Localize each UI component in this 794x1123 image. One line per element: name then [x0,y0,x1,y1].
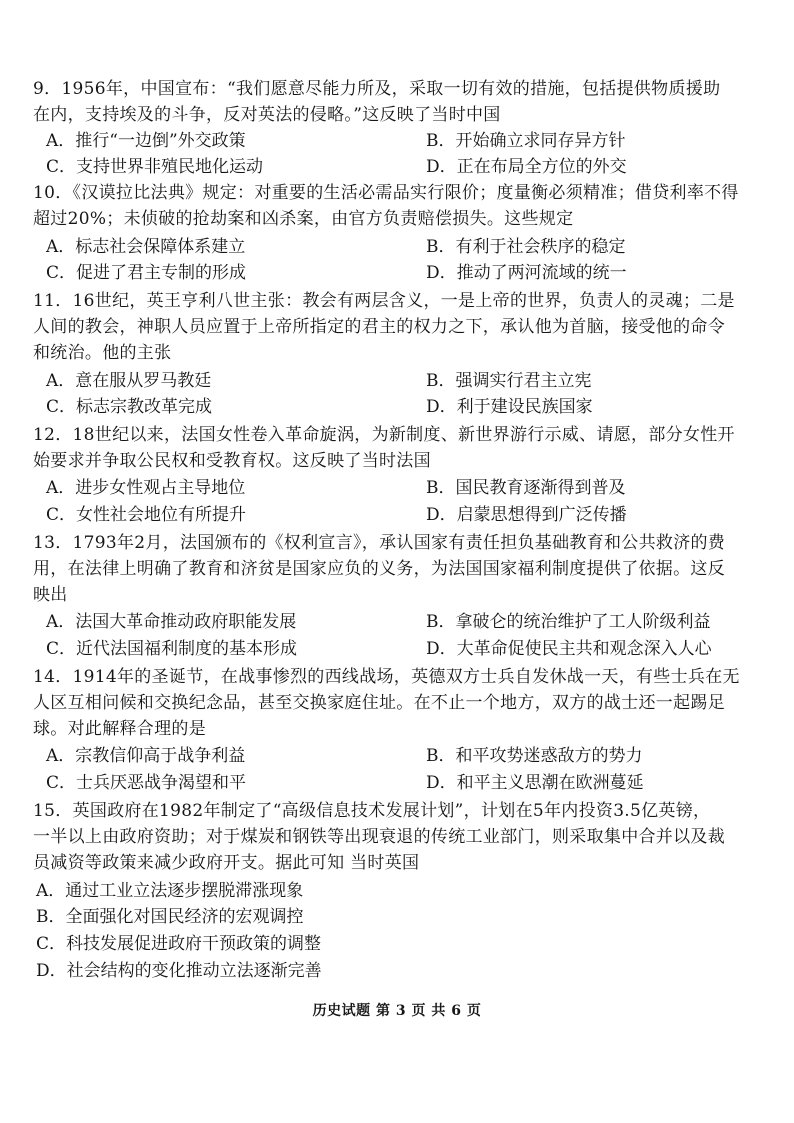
page-footer: 历史试题 第 3 页 共 6 页 [312,1003,482,1019]
question-11-option-d: D．利于建设民族国家 [426,397,593,417]
question-10-option-a: A．标志社会保障体系建立 [46,237,246,257]
question-13-option-d: D．大革命促使民主共和观念深入人心 [426,639,712,659]
question-10-option-c: C．促进了君主专制的形成 [46,263,247,283]
question-11-stem-line-2: 人间的教会，神职人员应置于上帝所指定的君主的权力之下，承认他为首脑，接受他的命令 [33,317,725,337]
question-15-stem-line-3: 员减资等政策来减少政府开支。据此可知 当时英国 [33,853,420,873]
question-10-option-d: D．推动了两河流域的统一 [426,263,627,283]
question-14-option-d: D．和平主义思潮在欧洲蔓延 [426,773,644,793]
question-12-option-a: A．进步女性观占主导地位 [46,478,246,498]
question-11-option-c: C．标志宗教改革完成 [46,397,213,417]
question-11-option-a: A．意在服从罗马教廷 [46,371,212,391]
question-13-stem-line-3: 映出 [33,585,68,605]
question-12-stem-line-1: 12．18世纪以来，法国女性卷入革命旋涡，为新制度、新世界游行示威、请愿，部分女性开 [33,425,735,445]
question-15-option-c: C．科技发展促进政府干预政策的调整 [36,934,322,954]
question-13-option-b: B．拿破仑的统治维护了工人阶级利益 [426,612,711,632]
question-14-stem-line-1: 14．1914年的圣诞节，在战事惨烈的西线战场，英德双方士兵自发休战一天，有些士兵在无 [33,667,740,687]
question-15-option-a: A．通过工业立法逐步摆脱滞涨现象 [36,881,304,901]
question-14-stem-line-3: 球。对此解释合理的是 [33,719,206,739]
question-9-option-d: D．正在布局全方位的外交 [426,157,627,177]
question-9-option-b: B．开始确立求同存异方针 [426,131,626,151]
question-12-option-c: C．女性社会地位有所提升 [46,505,247,525]
question-15-stem-line-2: 一半以上由政府资助；对于煤炭和钢铁等出现衰退的传统工业部门，则采取集中合并以及裁 [33,827,725,847]
question-15-option-d: D．社会结构的变化推动立法逐渐完善 [36,961,322,981]
question-13-stem-line-2: 用，在法律上明确了教育和济贫是国家应负的义务，为法国国家福利制度提供了依据。这反 [33,559,725,579]
question-10-stem-line-2: 超过20%；未侦破的抢劫案和凶杀案，由官方负责赔偿损失。这些规定 [33,209,574,229]
question-13-option-c: C．近代法国福利制度的基本形成 [46,639,298,659]
question-12-stem-line-2: 始要求并争取公民权和受教育权。这反映了当时法国 [33,451,431,471]
question-11-stem-line-1: 11．16世纪，英王亨利八世主张：教会有两层含义，一是上帝的世界，负责人的灵魂；二是 [33,291,735,311]
question-12-option-b: B．国民教育逐渐得到普及 [426,478,626,498]
question-12-option-d: D．启蒙思想得到广泛传播 [426,505,627,525]
question-9-stem-line-1: 9．1956年，中国宣布：“我们愿意尽能力所及，采取一切有效的措施，包括提供物质援助 [33,79,721,99]
question-10-option-b: B．有利于社会秩序的稳定 [426,237,626,257]
question-11-stem-line-3: 和统治。他的主张 [33,343,172,363]
question-15-option-b: B．全面强化对国民经济的宏观调控 [36,907,304,927]
question-13-option-a: A．法国大革命推动政府职能发展 [46,612,297,632]
question-14-stem-line-2: 人区互相问候和交换纪念品，甚至交换家庭住址。在不止一个地方，双方的战士还一起踢足 [33,693,725,713]
question-11-option-b: B．强调实行君主立宪 [426,371,592,391]
question-9-option-a: A．推行“一边倒”外交政策 [46,131,246,151]
question-14-option-a: A．宗教信仰高于战争利益 [46,746,246,766]
question-15-stem-line-1: 15．英国政府在1982年制定了“高级信息技术发展计划”，计划在5年内投资3.5亿英镑， [33,801,711,821]
question-10-stem-line-1: 10．《汉谟拉比法典》规定：对重要的生活必需品实行限价；度量衡必须精准；借贷利率不得 [33,183,739,203]
question-13-stem-line-1: 13．1793年2月，法国颁布的《权利宣言》，承认国家有责任担负基础教育和公共救济的费 [33,533,726,553]
question-9-option-c: C．支持世界非殖民地化运动 [46,157,264,177]
question-14-option-b: B．和平攻势迷惑敌方的势力 [426,746,643,766]
question-14-option-c: C．士兵厌恶战争渴望和平 [46,773,247,793]
question-9-stem-line-2: 在内，支持埃及的斗争，反对英法的侵略。”这反映了当时中国 [33,105,501,125]
